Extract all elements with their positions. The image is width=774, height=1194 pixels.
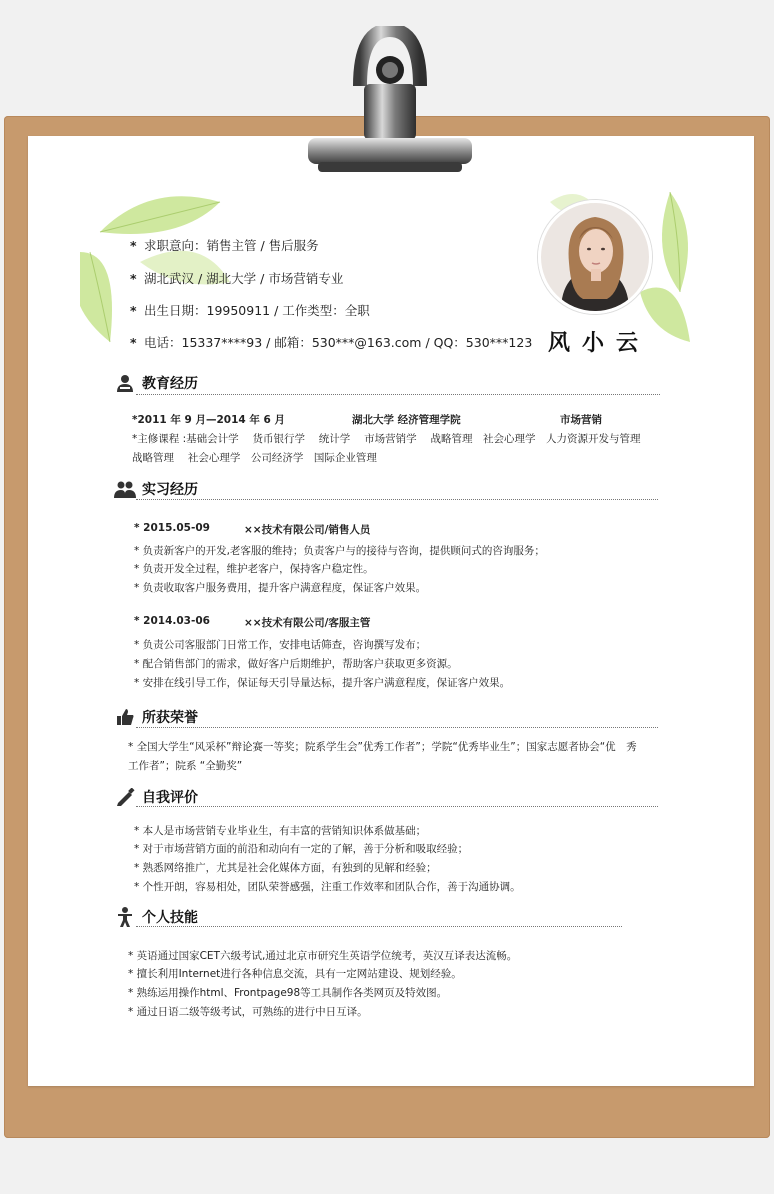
honors-text: 工作者”；院系 “全勤奖” (128, 760, 243, 772)
bullet: * (130, 271, 137, 286)
self-eval-item: * 对于市场营销方面的前沿和动向有一定的了解，善于分析和吸取经验； (134, 843, 469, 855)
location-line (130, 269, 343, 287)
bullet: * (130, 303, 137, 318)
candidate-name: 风小云 (548, 331, 651, 356)
section-divider (136, 394, 660, 395)
job-duty: * 安排在线引导工作，保证每天引导量达标，提升客户满意程度，保证客户效果。 (134, 677, 511, 689)
bullet: * (130, 238, 137, 253)
thumbs-up-icon (114, 707, 136, 727)
location-text: 湖北武汉 / 湖北大学 / 市场营销专业 (144, 271, 344, 286)
job-duty: * 负责收取客户服务费用，提升客户满意程度，保证客户效果。 (134, 582, 427, 594)
section-divider (136, 926, 622, 927)
skill-item: * 通过日语二级等级考试，可熟练的进行中日互译。 (128, 1006, 368, 1018)
education-courses: 战略管理 社会心理学 公司经济学 国际企业管理 (132, 452, 377, 464)
figure-icon (114, 907, 136, 927)
job-intent-text: 求职意向：销售主管 / 售后服务 (144, 238, 319, 253)
skills-heading (114, 906, 198, 928)
job-company: ××技术有限公司/客服主管 (244, 617, 371, 629)
job-intent-line (130, 236, 319, 254)
education-school: 湖北大学 经济管理学院 (352, 414, 461, 426)
job-date: * 2015.05-09 (134, 522, 210, 534)
birth-line (130, 301, 370, 319)
skill-item: * 英语通过国家CET六级考试,通过北京市研究生英语学位统考，英汉互译表达流畅。 (128, 950, 518, 962)
contact-line (130, 333, 532, 351)
education-heading (114, 372, 198, 394)
self-eval-heading (114, 786, 198, 808)
self-eval-item: * 本人是市场营销专业毕业生，有丰富的营销知识体系做基础； (134, 825, 427, 837)
people-icon (114, 479, 136, 499)
birth-text: 出生日期：19950911 / 工作类型：全职 (144, 303, 370, 318)
pen-icon (114, 787, 136, 807)
job-company: ××技术有限公司/销售人员 (244, 524, 371, 536)
section-divider (136, 727, 658, 728)
bullet: * (130, 335, 137, 350)
profile-photo (538, 200, 652, 314)
internship-title: 实习经历 (142, 482, 198, 498)
internship-heading (114, 478, 198, 500)
job-date: * 2014.03-06 (134, 615, 210, 627)
education-major: 市场营销 (560, 414, 602, 426)
section-divider (136, 499, 658, 500)
skills-title: 个人技能 (142, 910, 198, 926)
education-period: *2011 年 9 月—2014 年 6 月 (132, 414, 285, 426)
job-duty: * 负责新客户的开发,老客服的维持；负责客户与的接待与咨询，提供顾问式的咨询服务； (134, 545, 545, 557)
contact-text: 电话：15337****93 / 邮箱：530***@163.com / QQ：530***123 (144, 335, 533, 350)
binder-clip-icon (304, 26, 476, 178)
education-title: 教育经历 (142, 376, 198, 392)
self-eval-title: 自我评价 (142, 790, 198, 806)
person-icon (114, 373, 136, 393)
section-divider (136, 806, 658, 807)
education-courses: *主修课程 :基础会计学 货币银行学 统计学 市场营销学 战略管理 社会心理学 人力资源开发与管理 (132, 433, 641, 445)
honors-heading (114, 706, 198, 728)
job-duty: * 配合销售部门的需求，做好客户后期维护，帮助客户获取更多资源。 (134, 658, 458, 670)
honors-text: * 全国大学生“风采杯”辩论赛一等奖；院系学生会”优秀工作者”；学院“优秀毕业生”；国家志愿者协会“优 秀 (128, 741, 637, 753)
job-duty: * 负责开发全过程，维护老客户，保持客户稳定性。 (134, 563, 374, 575)
skill-item: * 擅长利用Internet进行各种信息交流，具有一定网站建设、规划经验。 (128, 968, 462, 980)
job-duty: * 负责公司客服部门日常工作，安排电话筛查，咨询撰写发布； (134, 639, 427, 651)
honors-title: 所获荣誉 (142, 710, 198, 726)
self-eval-item: * 熟悉网络推广，尤其是社会化媒体方面，有独到的见解和经验； (134, 862, 437, 874)
self-eval-item: * 个性开朗，容易相处，团队荣誉感强，注重工作效率和团队合作，善于沟通协调。 (134, 881, 521, 893)
skill-item: * 熟练运用操作html、Frontpage98等工具制作各类网页及特效图。 (128, 987, 448, 999)
